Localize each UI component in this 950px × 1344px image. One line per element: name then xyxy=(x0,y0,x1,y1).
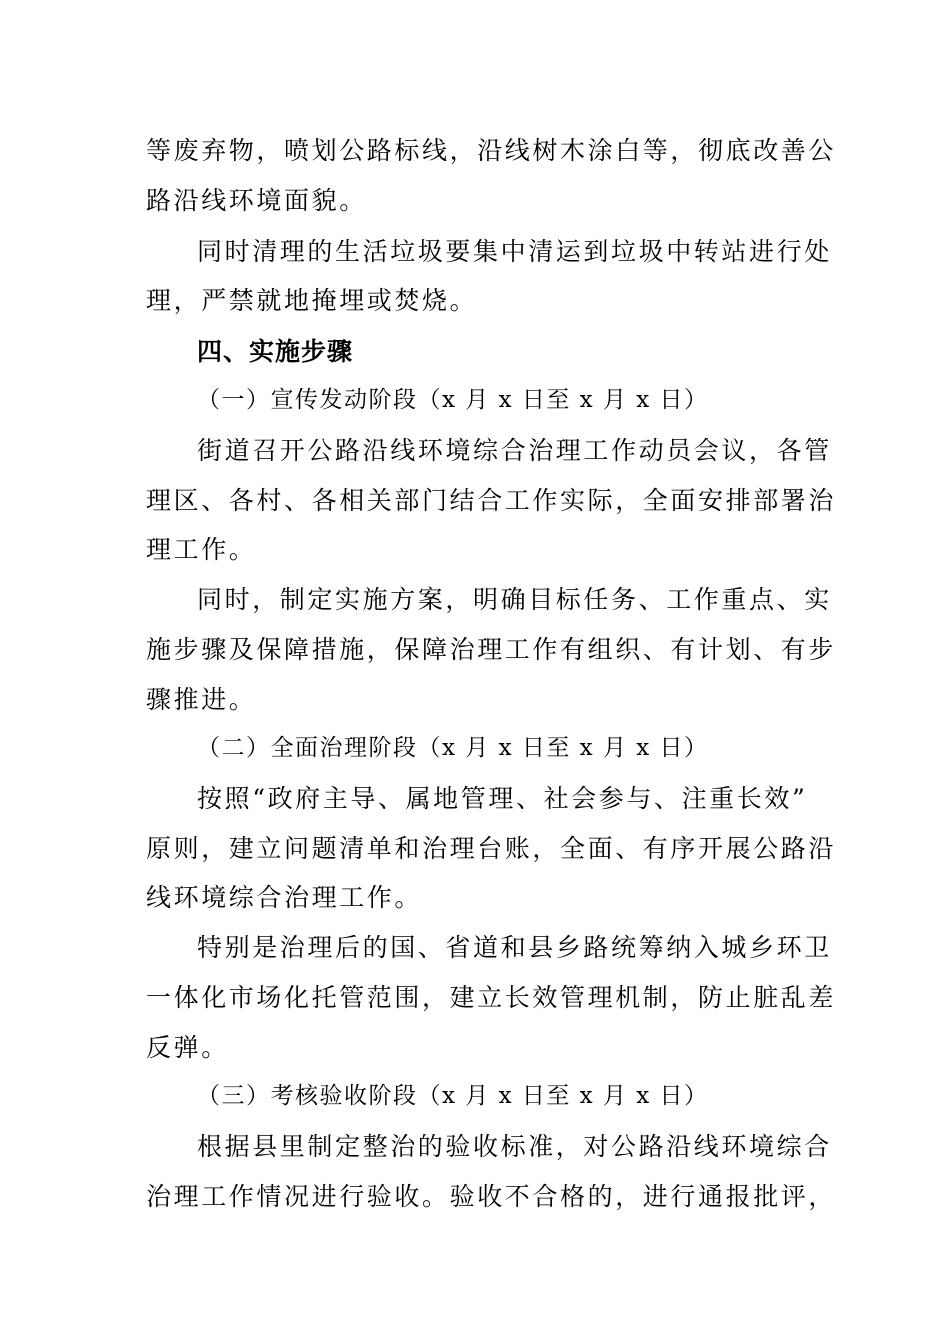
text-line: 原则，建立问题清单和治理台账，全面、有序开展公路沿 xyxy=(146,834,837,863)
text-line: 理，严禁就地掩埋或焚烧。 xyxy=(146,286,478,315)
text-line: 骤推进。 xyxy=(146,685,257,714)
text-line: 理工作。 xyxy=(146,535,257,564)
text-line: 同时清理的生活垃圾要集中清运到垃圾中转站进行处 xyxy=(197,237,832,266)
text-line: 路沿线环境面貌。 xyxy=(146,186,367,215)
text-line: 按照“政府主导、属地管理、社会参与、注重长效” xyxy=(197,784,808,813)
text-line: 街道召开公路沿线环境综合治理工作动员会议，各管 xyxy=(197,436,832,465)
text-line: 等废弃物，喷划公路标线，沿线树木涂白等，彻底改善公 xyxy=(146,136,837,165)
text-line: 同时，制定实施方案，明确目标任务、工作重点、实 xyxy=(197,585,832,614)
text-line: 反弹。 xyxy=(146,1033,229,1062)
text-line: 施步骤及保障措施，保障治理工作有组织、有计划、有步 xyxy=(146,635,837,664)
subsection-heading: （二）全面治理阶段（x 月 x 日至 x 月 x 日） xyxy=(197,735,709,761)
section-heading: 四、实施步骤 xyxy=(197,337,354,366)
text-line: 特别是治理后的国、省道和县乡路统筹纳入城乡环卫 xyxy=(197,933,832,962)
text-line: 根据县里制定整治的验收标准，对公路沿线环境综合 xyxy=(197,1132,832,1161)
text-line: 线环境综合治理工作。 xyxy=(146,883,423,912)
subsection-heading: （三）考核验收阶段（x 月 x 日至 x 月 x 日） xyxy=(197,1083,709,1109)
text-line: 一体化市场化托管范围，建立长效管理机制，防止脏乱差 xyxy=(146,983,837,1012)
text-line: 理区、各村、各相关部门结合工作实际，全面安排部署治 xyxy=(146,486,837,515)
text-line: 治理工作情况进行验收。验收不合格的，进行通报批评， xyxy=(146,1182,837,1211)
subsection-heading: （一）宣传发动阶段（x 月 x 日至 x 月 x 日） xyxy=(197,387,709,413)
